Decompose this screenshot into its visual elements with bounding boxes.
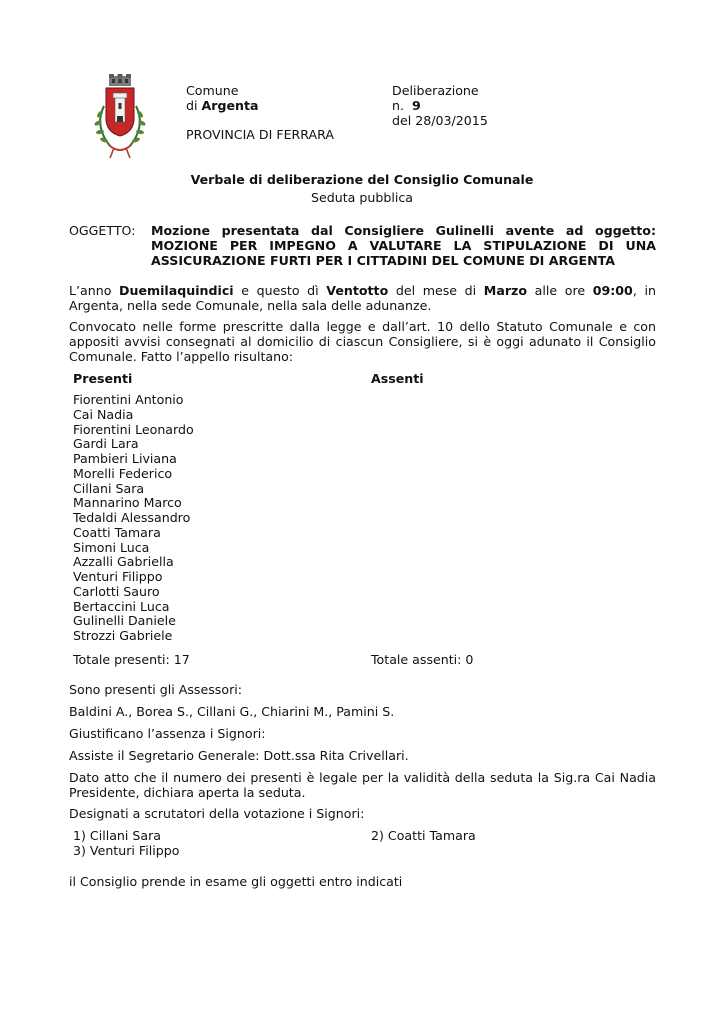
presenti-list bbox=[73, 393, 194, 644]
scrutatore-3: 3) Venturi Filippo bbox=[73, 843, 180, 858]
list-item: Pambieri Liviana bbox=[73, 451, 177, 466]
closing-line: il Consiglio prende in esame gli oggetti entro indicati bbox=[69, 874, 403, 889]
giustificano-label: Giustificano l’assenza i Signori: bbox=[69, 726, 266, 741]
list-item: Gardi Lara bbox=[73, 436, 139, 452]
assessori-list: Baldini A., Borea S., Cillani G., Chiarini M., Pamini S. bbox=[69, 704, 395, 719]
list-item: Coatti Tamara bbox=[73, 524, 161, 540]
presenti-header: Presenti bbox=[73, 371, 133, 386]
provincia: PROVINCIA DI FERRARA bbox=[186, 127, 334, 142]
list-item: Mannarino Marco bbox=[73, 495, 182, 511]
list-item: Cai Nadia bbox=[73, 406, 134, 422]
list-item: Fiorentini Leonardo bbox=[73, 421, 194, 437]
comune-coat-of-arms bbox=[88, 74, 152, 168]
list-item: Tedaldi Alessandro bbox=[73, 510, 191, 525]
scrutatori-label: Designati a scrutatori della votazione i Signori: bbox=[69, 806, 365, 821]
list-item: Strozzi Gabriele bbox=[73, 628, 173, 643]
totale-presenti: Totale presenti: 17 bbox=[73, 652, 190, 667]
list-item: Azzalli Gabriella bbox=[73, 554, 174, 570]
deliberazione-date: del 28/03/2015 bbox=[392, 113, 488, 128]
oggetto-text: Mozione presentata dal Consigliere Gulinelli avente ad oggetto: MOZIONE PER IMPEGNO A VALUTARE LA STIPULAZIONE DI UNA ASSICURAZIONE FURTI PER I CITTADINI DEL COMUNE DI ARGENTA bbox=[151, 223, 656, 268]
list-item: Fiorentini Antonio bbox=[73, 392, 184, 407]
comune-name: di Argenta bbox=[186, 98, 259, 113]
totale-assenti: Totale assenti: 0 bbox=[371, 652, 474, 667]
assenti-header: Assenti bbox=[371, 371, 424, 386]
comune-label: Comune bbox=[186, 83, 239, 98]
list-item: Simoni Luca bbox=[73, 539, 150, 555]
list-item: Carlotti Sauro bbox=[73, 583, 160, 599]
scrutatore-2: 2) Coatti Tamara bbox=[371, 828, 476, 843]
segretario: Assiste il Segretario Generale: Dott.ssa Rita Crivellari. bbox=[69, 748, 409, 763]
dato-atto-paragraph: Dato atto che il numero dei presenti è legale per la validità della seduta la Sig.ra Cai Nadia Presidente, dichiara aperta la seduta. bbox=[69, 770, 656, 800]
list-item: Morelli Federico bbox=[73, 465, 173, 481]
oggetto-label: OGGETTO: bbox=[69, 223, 136, 238]
deliberazione-number: n. 9 bbox=[392, 98, 421, 113]
list-item: Venturi Filippo bbox=[73, 569, 163, 584]
list-item: Cillani Sara bbox=[73, 480, 145, 496]
intro-paragraph: L’anno Duemilaquindici e questo dì Ventotto del mese di Marzo alle ore 09:00, in Argenta, nella sede Comunale, nella sala delle adunanze. bbox=[69, 283, 656, 313]
document-subtitle: Seduta pubblica bbox=[311, 190, 413, 205]
list-item: Gulinelli Daniele bbox=[73, 613, 176, 629]
convocazione-paragraph: Convocato nelle forme prescritte dalla legge e dall’art. 10 dello Statuto Comunale e con appositi avvisi consegnati al domicilio di ciascun Consigliere, si è oggi adunato il Consiglio Comunale. Fatto l’appello risultano: bbox=[69, 319, 656, 364]
scrutatore-1: 1) Cillani Sara bbox=[73, 828, 162, 843]
assessori-label: Sono presenti gli Assessori: bbox=[69, 682, 242, 697]
list-item: Bertaccini Luca bbox=[73, 598, 170, 614]
document-title: Verbale di deliberazione del Consiglio Comunale bbox=[190, 172, 534, 187]
deliberazione-label: Deliberazione bbox=[392, 83, 479, 98]
